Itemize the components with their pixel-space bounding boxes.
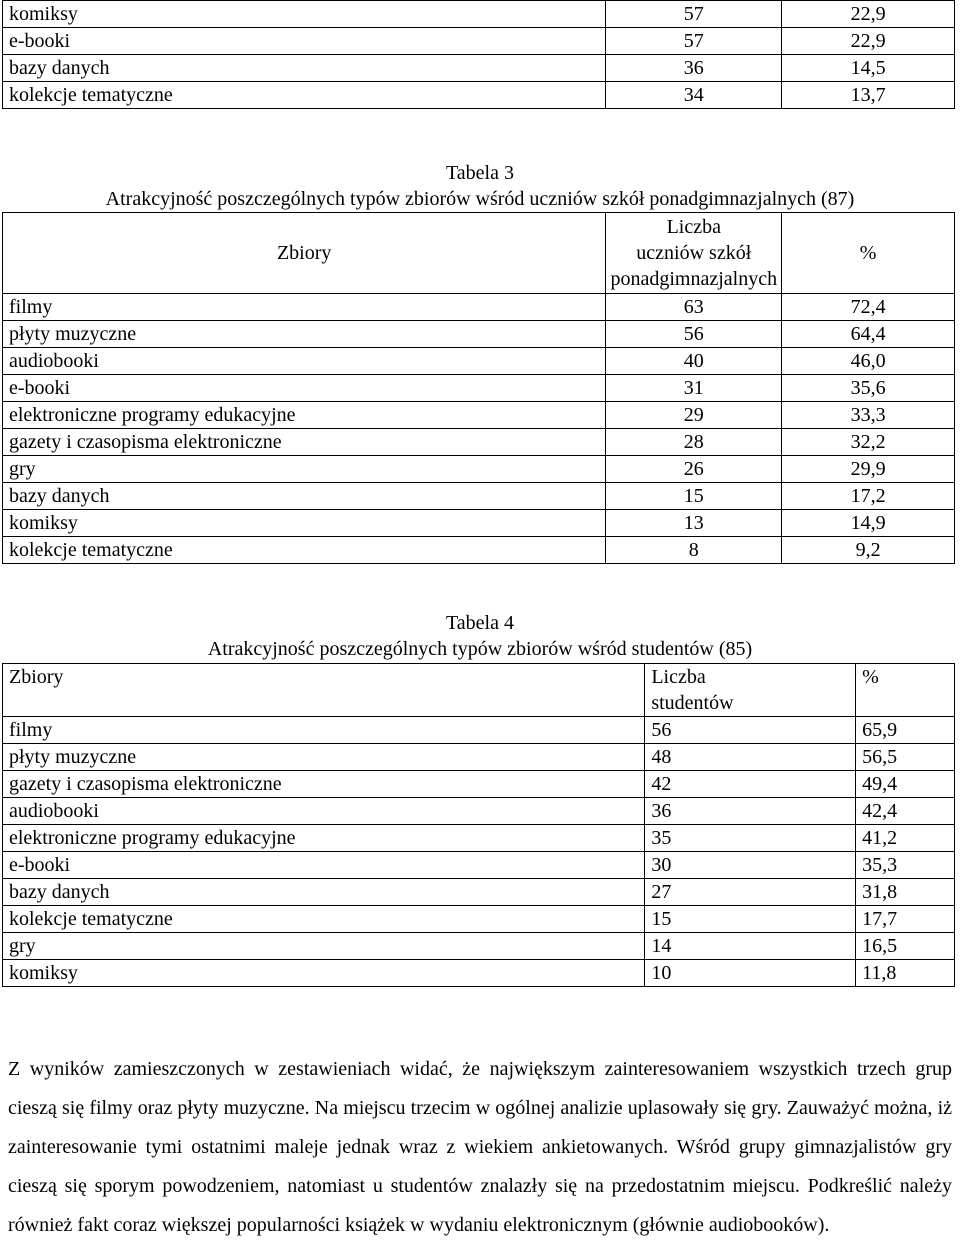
table-row bbox=[3, 294, 955, 321]
row-pct: 35,6 bbox=[782, 375, 955, 402]
header-liczba-line2: uczniów szkół bbox=[636, 242, 752, 264]
row-name: gry bbox=[3, 456, 606, 483]
row-pct: 22,9 bbox=[782, 1, 955, 28]
row-name: kolekcje tematyczne bbox=[3, 82, 606, 109]
row-pct: 14,5 bbox=[782, 55, 955, 82]
row-name: audiobooki bbox=[3, 798, 645, 825]
header-percent: % bbox=[782, 213, 955, 294]
row-name: bazy danych bbox=[3, 55, 606, 82]
row-pct: 56,5 bbox=[856, 744, 955, 771]
row-pct: 29,9 bbox=[782, 456, 955, 483]
row-count: 42 bbox=[645, 771, 856, 798]
row-count: 31 bbox=[606, 375, 782, 402]
row-name: elektroniczne programy edukacyjne bbox=[3, 402, 606, 429]
row-pct: 49,4 bbox=[856, 771, 955, 798]
row-pct: 9,2 bbox=[782, 537, 955, 564]
row-count: 13 bbox=[606, 510, 782, 537]
table-row bbox=[3, 429, 955, 456]
row-name: kolekcje tematyczne bbox=[3, 906, 645, 933]
table-row bbox=[3, 510, 955, 537]
row-name: filmy bbox=[3, 717, 645, 744]
table-row bbox=[3, 28, 955, 55]
body-paragraph: Z wyników zamieszczonych w zestawieniach widać, że największym zainteresowaniem wszystkich trzech grup cieszą się filmy oraz płyty muzyczne. Na miejscu trzecim w ogólnej analizie uplasowały się gry. Zauważyć można, iż zainteresowanie tymi ostatnimi maleje jednak wraz z wiekiem ankietowanych. Wśród grupy gimnazjalistów gry cieszą się sporym powodzeniem, natomiast u studentów znalazły się na przedostatnim miejscu. Podkreślić należy również fakt coraz większej popularności książek w wydaniu elektronicznym (głównie audiobooków). bbox=[8, 1058, 952, 1236]
row-count: 8 bbox=[606, 537, 782, 564]
row-count: 15 bbox=[606, 483, 782, 510]
table-row bbox=[3, 456, 955, 483]
row-name: e-booki bbox=[3, 375, 606, 402]
row-name: gazety i czasopisma elektroniczne bbox=[3, 771, 645, 798]
row-name: e-booki bbox=[3, 852, 645, 879]
header-liczba-line1: Liczba bbox=[651, 666, 706, 688]
header-zbiory: Zbiory bbox=[3, 664, 645, 717]
row-pct: 41,2 bbox=[856, 825, 955, 852]
row-count: 35 bbox=[645, 825, 856, 852]
row-pct: 64,4 bbox=[782, 321, 955, 348]
row-count: 63 bbox=[606, 294, 782, 321]
row-count: 48 bbox=[645, 744, 856, 771]
row-count: 29 bbox=[606, 402, 782, 429]
row-pct: 13,7 bbox=[782, 82, 955, 109]
table-3-title: Atrakcyjność poszczególnych typów zbiorów wśród uczniów szkół ponadgimnazjalnych (87) bbox=[105, 188, 855, 210]
row-pct: 33,3 bbox=[782, 402, 955, 429]
table-row bbox=[3, 483, 955, 510]
row-name: bazy danych bbox=[3, 483, 606, 510]
table-4-title: Atrakcyjność poszczególnych typów zbiorów wśród studentów (85) bbox=[207, 638, 753, 660]
row-count: 28 bbox=[606, 429, 782, 456]
table-3-label: Tabela 3 bbox=[445, 162, 514, 184]
table-3 bbox=[2, 212, 955, 564]
table-header-row bbox=[3, 213, 955, 294]
row-name: elektroniczne programy edukacyjne bbox=[3, 825, 645, 852]
table-row bbox=[3, 825, 955, 852]
header-percent: % bbox=[856, 664, 955, 717]
table-row bbox=[3, 771, 955, 798]
table-row bbox=[3, 375, 955, 402]
header-zbiory: Zbiory bbox=[3, 213, 606, 294]
row-pct: 14,9 bbox=[782, 510, 955, 537]
row-name: e-booki bbox=[3, 28, 606, 55]
table-row bbox=[3, 933, 955, 960]
row-count: 57 bbox=[606, 28, 782, 55]
header-liczba-line3: ponadgimnazjalnych bbox=[610, 268, 778, 290]
row-pct: 17,7 bbox=[856, 906, 955, 933]
table-row bbox=[3, 402, 955, 429]
row-pct: 31,8 bbox=[856, 879, 955, 906]
row-count: 57 bbox=[606, 1, 782, 28]
row-count: 40 bbox=[606, 348, 782, 375]
row-count: 36 bbox=[606, 55, 782, 82]
row-name: gazety i czasopisma elektroniczne bbox=[3, 429, 606, 456]
table-row bbox=[3, 55, 955, 82]
row-name: filmy bbox=[3, 294, 606, 321]
table-4-label: Tabela 4 bbox=[445, 612, 514, 634]
row-name: komiksy bbox=[3, 960, 645, 987]
header-liczba-line1: Liczba bbox=[666, 216, 721, 238]
table-row bbox=[3, 82, 955, 109]
header-liczba-line2: studentów bbox=[651, 692, 734, 714]
table-row bbox=[3, 852, 955, 879]
table-row bbox=[3, 537, 955, 564]
row-pct: 72,4 bbox=[782, 294, 955, 321]
row-pct: 11,8 bbox=[856, 960, 955, 987]
row-pct: 22,9 bbox=[782, 28, 955, 55]
row-pct: 35,3 bbox=[856, 852, 955, 879]
row-count: 34 bbox=[606, 82, 782, 109]
table-row bbox=[3, 744, 955, 771]
row-pct: 42,4 bbox=[856, 798, 955, 825]
row-count: 27 bbox=[645, 879, 856, 906]
table-4-caption bbox=[0, 610, 960, 662]
table-row bbox=[3, 717, 955, 744]
row-name: płyty muzyczne bbox=[3, 321, 606, 348]
row-pct: 17,2 bbox=[782, 483, 955, 510]
row-count: 56 bbox=[606, 321, 782, 348]
row-name: płyty muzyczne bbox=[3, 744, 645, 771]
row-pct: 32,2 bbox=[782, 429, 955, 456]
header-liczba bbox=[645, 664, 856, 717]
row-name: kolekcje tematyczne bbox=[3, 537, 606, 564]
table-row bbox=[3, 906, 955, 933]
row-name: komiksy bbox=[3, 510, 606, 537]
row-pct: 46,0 bbox=[782, 348, 955, 375]
row-count: 36 bbox=[645, 798, 856, 825]
table-header-row bbox=[3, 664, 955, 717]
table-2-tail bbox=[2, 0, 955, 109]
row-count: 15 bbox=[645, 906, 856, 933]
row-count: 14 bbox=[645, 933, 856, 960]
row-name: bazy danych bbox=[3, 879, 645, 906]
row-count: 26 bbox=[606, 456, 782, 483]
row-count: 10 bbox=[645, 960, 856, 987]
table-row bbox=[3, 348, 955, 375]
table-4 bbox=[2, 663, 955, 987]
row-count: 30 bbox=[645, 852, 856, 879]
table-row bbox=[3, 879, 955, 906]
row-name: audiobooki bbox=[3, 348, 606, 375]
row-pct: 65,9 bbox=[856, 717, 955, 744]
row-count: 56 bbox=[645, 717, 856, 744]
row-name: komiksy bbox=[3, 1, 606, 28]
table-row bbox=[3, 798, 955, 825]
row-name: gry bbox=[3, 933, 645, 960]
header-liczba bbox=[606, 213, 782, 294]
table-row bbox=[3, 1, 955, 28]
row-pct: 16,5 bbox=[856, 933, 955, 960]
table-row bbox=[3, 960, 955, 987]
table-row bbox=[3, 321, 955, 348]
table-3-caption bbox=[0, 160, 960, 212]
